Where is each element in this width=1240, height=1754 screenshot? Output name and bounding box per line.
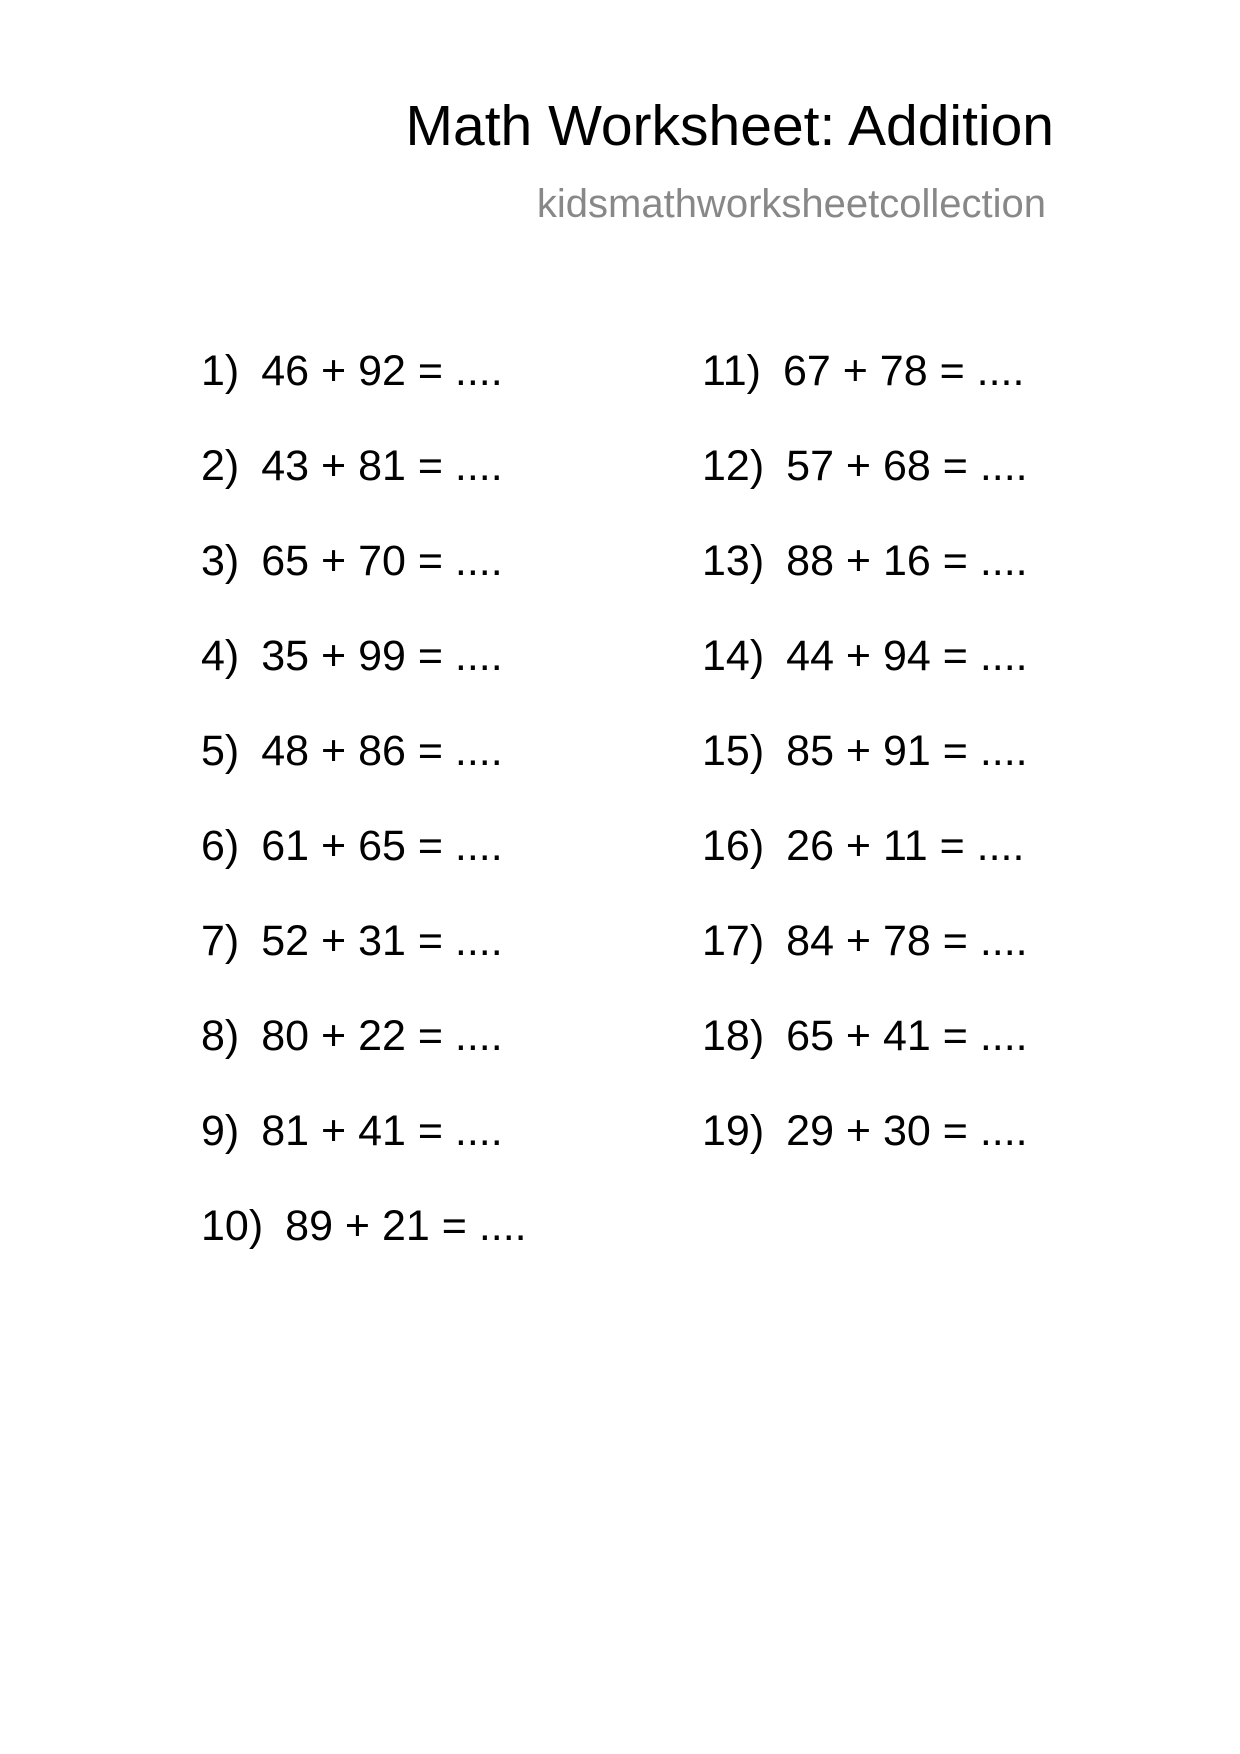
problem-expression: 88 + 16 = .... <box>786 537 1028 585</box>
problem-number: 17) <box>702 917 765 965</box>
problem-expression: 89 + 21 = .... <box>285 1202 527 1250</box>
problem-expression: 65 + 70 = .... <box>261 537 503 585</box>
problem-expression: 80 + 22 = .... <box>261 1012 503 1060</box>
problem-expression: 67 + 78 = .... <box>782 347 1025 395</box>
problem-item <box>201 727 527 825</box>
problem-item <box>201 917 527 1015</box>
problem-expression: 61 + 65 = .... <box>261 822 503 870</box>
problem-item <box>201 632 527 730</box>
problem-item <box>201 1012 527 1110</box>
problem-item <box>201 1107 527 1205</box>
problem-expression: 57 + 68 = .... <box>786 442 1028 490</box>
problem-item <box>702 442 1028 540</box>
page-subtitle: kidsmathworksheetcollection <box>536 182 1046 226</box>
problem-expression: 52 + 31 = .... <box>261 917 503 965</box>
problem-item <box>201 1202 527 1300</box>
problem-expression: 43 + 81 = .... <box>261 442 503 490</box>
problem-number: 8) <box>201 1012 240 1060</box>
problem-number: 13) <box>702 537 765 585</box>
problem-number: 18) <box>702 1012 765 1060</box>
problem-item <box>702 347 1028 445</box>
problem-expression: 26 + 11 = .... <box>786 822 1025 870</box>
problem-number: 14) <box>702 632 765 680</box>
problem-item <box>702 917 1028 1015</box>
problem-number: 7) <box>201 917 240 965</box>
problem-number: 12) <box>702 442 765 490</box>
problem-number: 5) <box>201 727 240 775</box>
problem-item <box>702 632 1028 730</box>
problem-expression: 44 + 94 = .... <box>786 632 1028 680</box>
problem-item <box>702 727 1028 825</box>
problem-list-left <box>201 347 527 1300</box>
problem-item <box>201 442 527 540</box>
problem-expression: 85 + 91 = .... <box>786 727 1028 775</box>
problem-number: 19) <box>702 1107 765 1155</box>
problem-expression: 35 + 99 = .... <box>261 632 503 680</box>
problem-item <box>702 822 1028 920</box>
problem-number: 1) <box>201 347 240 395</box>
problem-number: 16) <box>702 822 765 870</box>
problem-item <box>201 347 527 445</box>
problem-list-right <box>702 347 1028 1205</box>
problem-number: 6) <box>201 822 240 870</box>
problem-item <box>702 1012 1028 1110</box>
problem-number: 9) <box>201 1107 240 1155</box>
problem-expression: 46 + 92 = .... <box>261 347 503 395</box>
problem-number: 11) <box>702 347 761 395</box>
problem-item <box>702 537 1028 635</box>
problem-number: 10) <box>201 1202 264 1250</box>
page-title: Math Worksheet: Addition <box>405 94 1054 158</box>
problem-number: 4) <box>201 632 240 680</box>
problem-expression: 48 + 86 = .... <box>261 727 503 775</box>
problem-number: 15) <box>702 727 765 775</box>
problem-item <box>201 822 527 920</box>
problem-expression: 65 + 41 = .... <box>786 1012 1028 1060</box>
problem-item <box>702 1107 1028 1205</box>
problem-number: 3) <box>201 537 240 585</box>
problem-expression: 81 + 41 = .... <box>261 1107 503 1155</box>
problem-expression: 29 + 30 = .... <box>786 1107 1028 1155</box>
problem-expression: 84 + 78 = .... <box>786 917 1028 965</box>
problem-number: 2) <box>201 442 240 490</box>
problem-item <box>201 537 527 635</box>
